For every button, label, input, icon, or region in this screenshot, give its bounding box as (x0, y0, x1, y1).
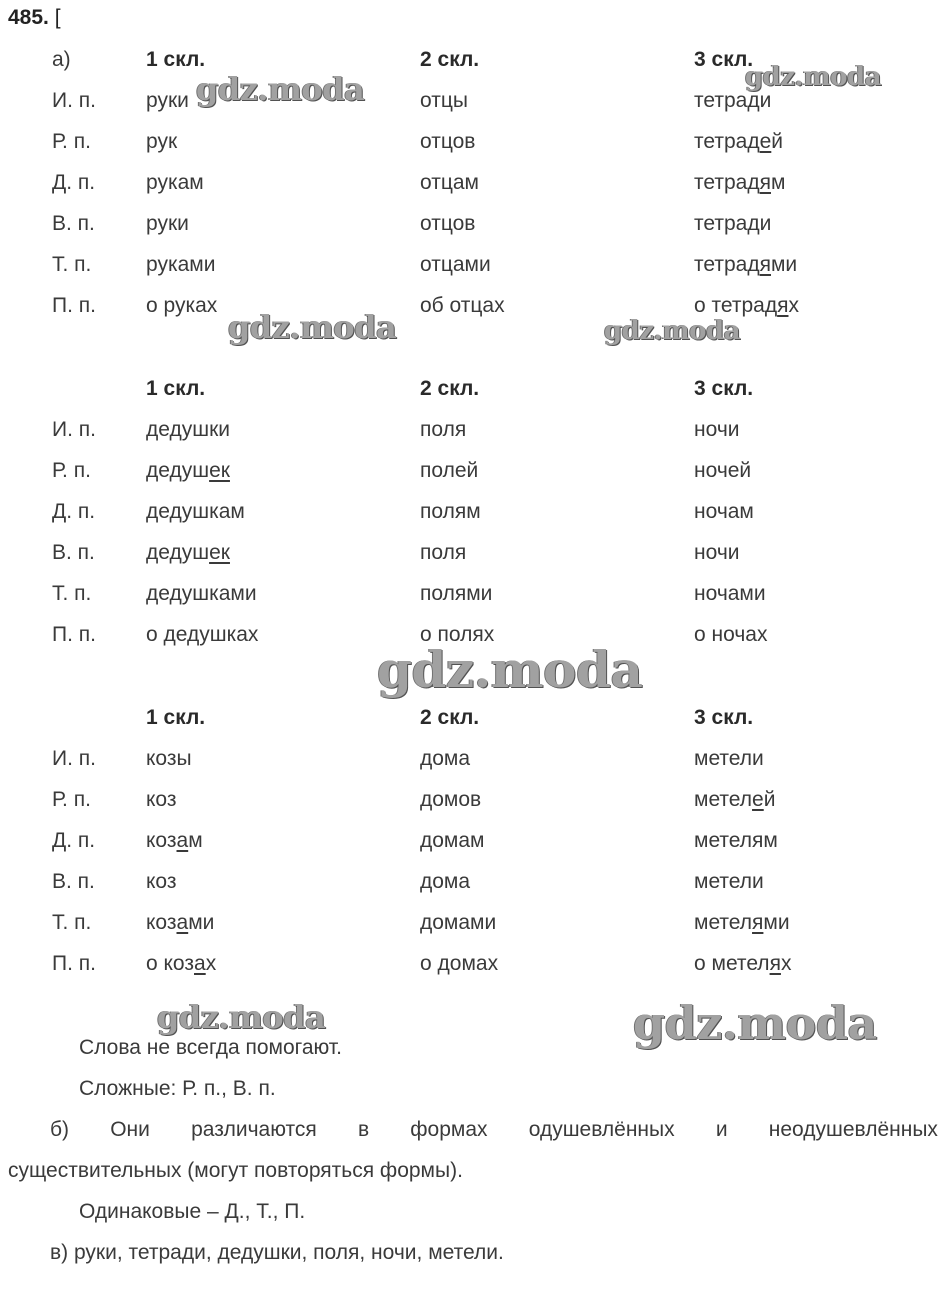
declension-header: 3 скл. (694, 48, 754, 71)
word-part: коз (146, 788, 177, 811)
word-form (146, 253, 215, 277)
word-form (420, 582, 492, 606)
watermark: gdz.moda (377, 640, 643, 699)
b-word: в (357, 1118, 370, 1141)
word-part: домов (420, 788, 482, 811)
word-form (420, 171, 479, 195)
word-part: ми (188, 911, 215, 934)
word-part: м (188, 829, 203, 852)
word-form (694, 582, 766, 606)
word-part: о полях (420, 623, 495, 646)
case-label: Д. п. (52, 829, 96, 852)
word-form (146, 418, 230, 442)
stressed-ending: я (769, 952, 781, 975)
word-part: о домах (420, 952, 499, 975)
stressed-ending: е (752, 788, 764, 811)
text-line-b-second: существительных (могут повторяться формы). (8, 1159, 463, 1182)
case-label: Т. п. (52, 911, 92, 934)
stressed-ending: а (176, 911, 189, 934)
word-form (146, 89, 189, 113)
word-part: о коз (146, 952, 195, 975)
word-form (420, 541, 466, 565)
word-form (420, 870, 470, 894)
word-form (694, 829, 778, 853)
word-part: о ночах (694, 623, 768, 646)
word-part: ночи (694, 418, 740, 441)
word-part: рук (146, 130, 178, 153)
word-part: ночами (694, 582, 766, 605)
declension-header: 3 скл. (694, 377, 754, 400)
watermark: gdz.moda (196, 70, 365, 108)
exercise-number (8, 6, 61, 30)
case-label: В. п. (52, 541, 95, 564)
word-part: о руках (146, 294, 218, 317)
word-part: дедушки (146, 418, 230, 441)
word-part: дома (420, 747, 471, 770)
word-part: тетрад (694, 171, 760, 194)
stressed-ending: я (777, 294, 789, 317)
word-part: домами (420, 911, 497, 934)
word-part: о тетрад (694, 294, 778, 317)
word-part: метели (694, 870, 764, 893)
word-form (146, 541, 230, 565)
case-label: В. п. (52, 870, 95, 893)
word-part: руками (146, 253, 216, 276)
word-part: дедушками (146, 582, 257, 605)
stressed-ending: а (194, 952, 206, 975)
watermark: gdz.moda (228, 308, 397, 346)
word-part: метел (694, 911, 753, 934)
word-form (694, 212, 771, 236)
word-form (694, 418, 740, 442)
word-form (420, 788, 481, 812)
word-part: х (788, 294, 799, 317)
stressed-ending: я (752, 911, 764, 934)
word-part: отцам (420, 171, 479, 194)
word-part: тетради (694, 212, 772, 235)
word-part: м (770, 171, 786, 194)
word-form (146, 911, 214, 935)
word-form (420, 747, 470, 771)
word-form (694, 952, 791, 976)
word-form (420, 418, 466, 442)
case-label: Д. п. (52, 171, 96, 194)
word-part: х (780, 952, 792, 975)
case-label: Т. п. (52, 582, 92, 605)
word-part: руки (146, 89, 189, 112)
stressed-ending: я (759, 253, 771, 276)
word-part: й (763, 788, 776, 811)
text-line-4: Одинаковые – Д., Т., П. (79, 1200, 306, 1223)
word-part: ми (763, 911, 790, 934)
b-word: одушевлённых (528, 1118, 675, 1141)
word-part: полей (420, 459, 479, 482)
word-form (694, 911, 790, 935)
word-form (694, 459, 751, 483)
word-form (146, 500, 245, 524)
stressed-ending: я (759, 171, 771, 194)
word-form (420, 212, 475, 236)
stressed-ending: ек (209, 541, 230, 564)
word-part: коз (146, 870, 177, 893)
watermark: gdz.moda (745, 62, 882, 92)
word-part: коз (146, 829, 177, 852)
stressed-ending: ек (209, 459, 230, 482)
word-part: об отцах (420, 294, 505, 317)
word-form (420, 294, 505, 318)
word-part: рукам (146, 171, 204, 194)
word-form (146, 870, 177, 894)
word-part: х (205, 952, 217, 975)
case-label: П. п. (52, 952, 96, 975)
case-label: Р. п. (52, 788, 91, 811)
word-form (420, 253, 491, 277)
word-form (420, 89, 468, 113)
exercise-number-text: 485. (8, 6, 49, 29)
word-form (146, 294, 217, 318)
watermark: gdz.moda (604, 316, 741, 346)
word-part: дома (420, 870, 471, 893)
declension-header: 1 скл. (146, 377, 206, 400)
word-form (146, 171, 204, 195)
case-label: П. п. (52, 623, 96, 646)
word-part: отцами (420, 253, 491, 276)
word-part: поля (420, 418, 467, 441)
word-form (146, 130, 177, 154)
text-line-1: Слова не всегда помогают. (79, 1036, 342, 1059)
text-line-2: Сложные: Р. п., В. п. (79, 1077, 276, 1100)
word-form (694, 171, 785, 195)
word-form (420, 952, 498, 976)
b-word: Они (110, 1118, 150, 1141)
watermark: gdz.moda (633, 996, 877, 1050)
word-form (420, 500, 481, 524)
case-label: Р. п. (52, 130, 91, 153)
word-part: козы (146, 747, 192, 770)
stressed-ending: е (759, 130, 772, 153)
case-label: И. п. (52, 418, 96, 441)
word-form (694, 541, 740, 565)
case-label: Д. п. (52, 500, 96, 523)
word-part: дедушкам (146, 500, 245, 523)
word-form (694, 253, 797, 277)
word-form (420, 459, 478, 483)
word-form (694, 130, 783, 154)
word-form (694, 89, 771, 113)
word-part: поля (420, 541, 467, 564)
word-form (146, 459, 230, 483)
word-part: дедуш (146, 459, 210, 482)
word-form (146, 212, 189, 236)
declension-header: 1 скл. (146, 706, 206, 729)
word-form (694, 294, 799, 318)
stressed-ending: а (176, 829, 189, 852)
case-label: Т. п. (52, 253, 92, 276)
word-form (146, 582, 257, 606)
case-label: В. п. (52, 212, 95, 235)
declension-header: 2 скл. (420, 706, 480, 729)
word-form (146, 623, 258, 647)
b-word: неодушевлённых (768, 1118, 938, 1141)
word-part: тетради (694, 89, 772, 112)
b-word: б) (50, 1118, 70, 1141)
text-line-b-first (50, 1118, 938, 1142)
case-label: П. п. (52, 294, 96, 317)
word-part: отцов (420, 212, 476, 235)
declension-header: 1 скл. (146, 48, 206, 71)
word-part: полями (420, 582, 493, 605)
word-part: отцов (420, 130, 476, 153)
word-form (146, 747, 192, 771)
case-label: И. п. (52, 747, 96, 770)
word-part: коз (146, 911, 177, 934)
word-form (420, 911, 496, 935)
word-form (146, 952, 216, 976)
word-form (420, 829, 485, 853)
word-part: о дедушках (146, 623, 259, 646)
word-form (694, 500, 754, 524)
case-label: И. п. (52, 89, 96, 112)
section-a-label: а) (52, 48, 71, 71)
word-part: ночи (694, 541, 740, 564)
word-form (694, 623, 767, 647)
word-form (694, 747, 764, 771)
word-form (420, 130, 475, 154)
b-word: различаются (191, 1118, 317, 1141)
word-part: о метел (694, 952, 770, 975)
word-form (146, 829, 203, 853)
watermark: gdz.moda (157, 998, 326, 1036)
word-part: метели (694, 747, 764, 770)
word-part: дедуш (146, 541, 210, 564)
b-word: и (715, 1118, 728, 1141)
declension-header: 2 скл. (420, 48, 480, 71)
b-word: формах (410, 1118, 488, 1141)
word-part: тетрад (694, 130, 760, 153)
word-part: ми (770, 253, 798, 276)
word-part: метелям (694, 829, 778, 852)
word-part: й (771, 130, 784, 153)
declension-header: 2 скл. (420, 377, 480, 400)
word-part: домам (420, 829, 485, 852)
declension-header: 3 скл. (694, 706, 754, 729)
word-part: метел (694, 788, 753, 811)
word-part: руки (146, 212, 189, 235)
text-line-5: в) руки, тетради, дедушки, поля, ночи, метели. (50, 1241, 504, 1264)
exercise-marker: [ (54, 6, 61, 29)
word-form (694, 870, 764, 894)
word-form (694, 788, 775, 812)
word-part: ночей (694, 459, 752, 482)
word-part: ночам (694, 500, 754, 523)
word-part: тетрад (694, 253, 760, 276)
case-label: Р. п. (52, 459, 91, 482)
word-part: полям (420, 500, 481, 523)
word-form (146, 788, 177, 812)
word-part: отцы (420, 89, 468, 112)
